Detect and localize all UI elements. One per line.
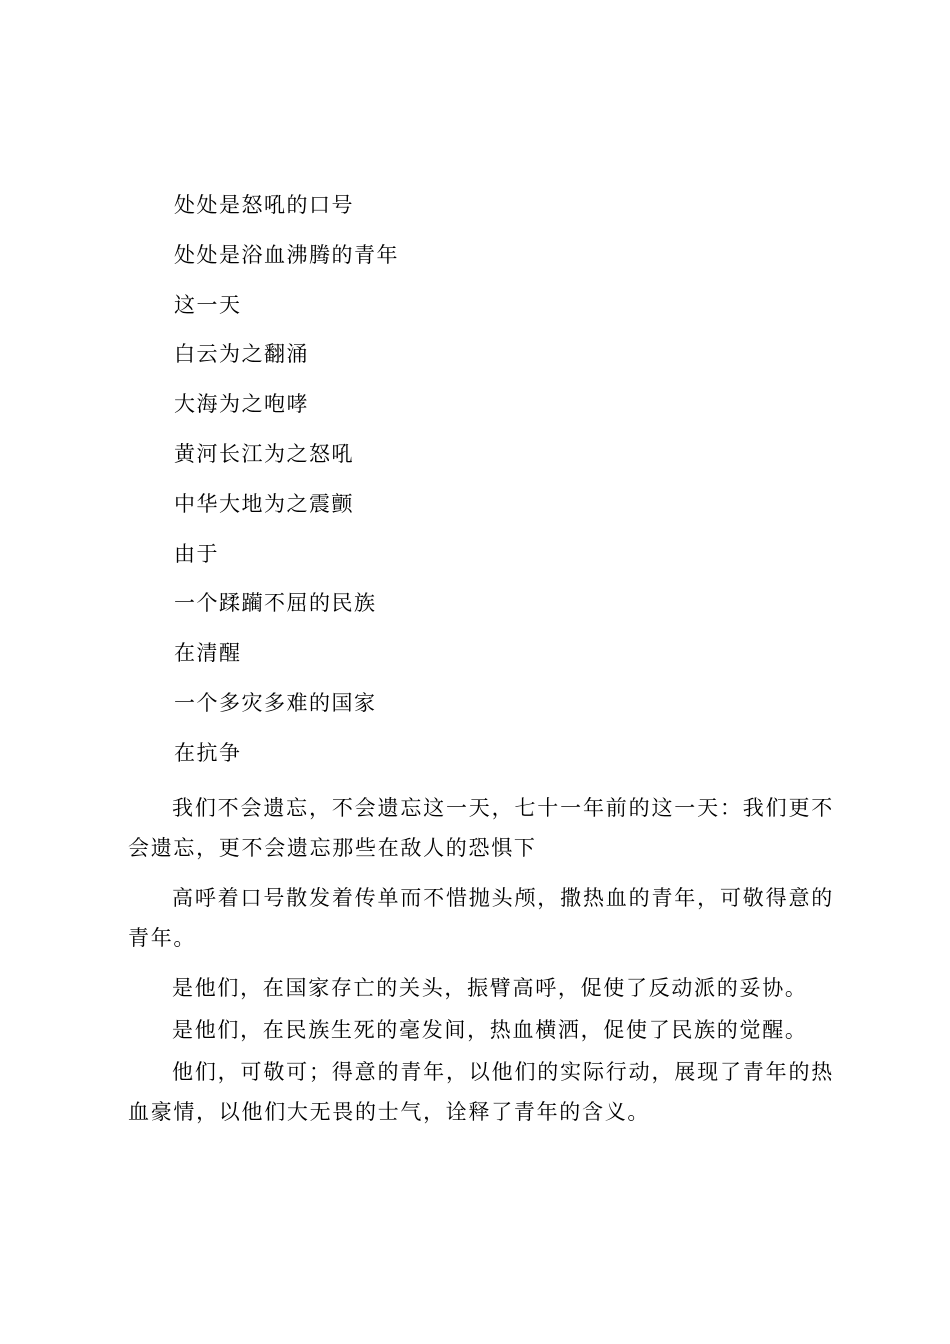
poem-line: 一个蹂躏不屈的民族 — [174, 591, 377, 616]
poem-line: 在抗争 — [174, 740, 242, 765]
poem-line: 在清醒 — [174, 641, 242, 666]
paragraph: 我们不会遗忘，不会遗忘这一天，七十一年前的这一天：我们更不会遗忘，更不会遗忘那些在敌人的恐惧下 — [128, 796, 834, 860]
paragraph: 他们，可敬可；得意的青年，以他们的实际行动，展现了青年的热血豪情，以他们大无畏的士气，诠释了青年的含义。 — [128, 1060, 834, 1124]
poem-line: 由于 — [174, 541, 219, 566]
paragraph: 是他们，在民族生死的毫发间，热血横洒，促使了民族的觉醒。 — [172, 1018, 808, 1042]
paragraph: 高呼着口号散发着传单而不惜抛头颅，撒热血的青年，可敬得意的青年。 — [128, 886, 834, 950]
poem-line: 处处是浴血沸腾的青年 — [174, 242, 399, 267]
poem-line: 处处是怒吼的口号 — [174, 193, 354, 217]
poem-line: 白云为之翻涌 — [174, 342, 309, 367]
poem-block — [174, 188, 399, 786]
prose-block — [128, 788, 834, 1142]
poem-line: 中华大地为之震颤 — [174, 491, 354, 516]
poem-line: 这一天 — [174, 292, 242, 317]
poem-line: 一个多灾多难的国家 — [174, 690, 377, 715]
paragraph: 是他们，在国家存亡的关头，振臂高呼，促使了反动派的妥协。 — [172, 976, 808, 1000]
poem-line: 黄河长江为之怒吼 — [174, 441, 354, 466]
poem-line: 大海为之咆哮 — [174, 392, 309, 417]
